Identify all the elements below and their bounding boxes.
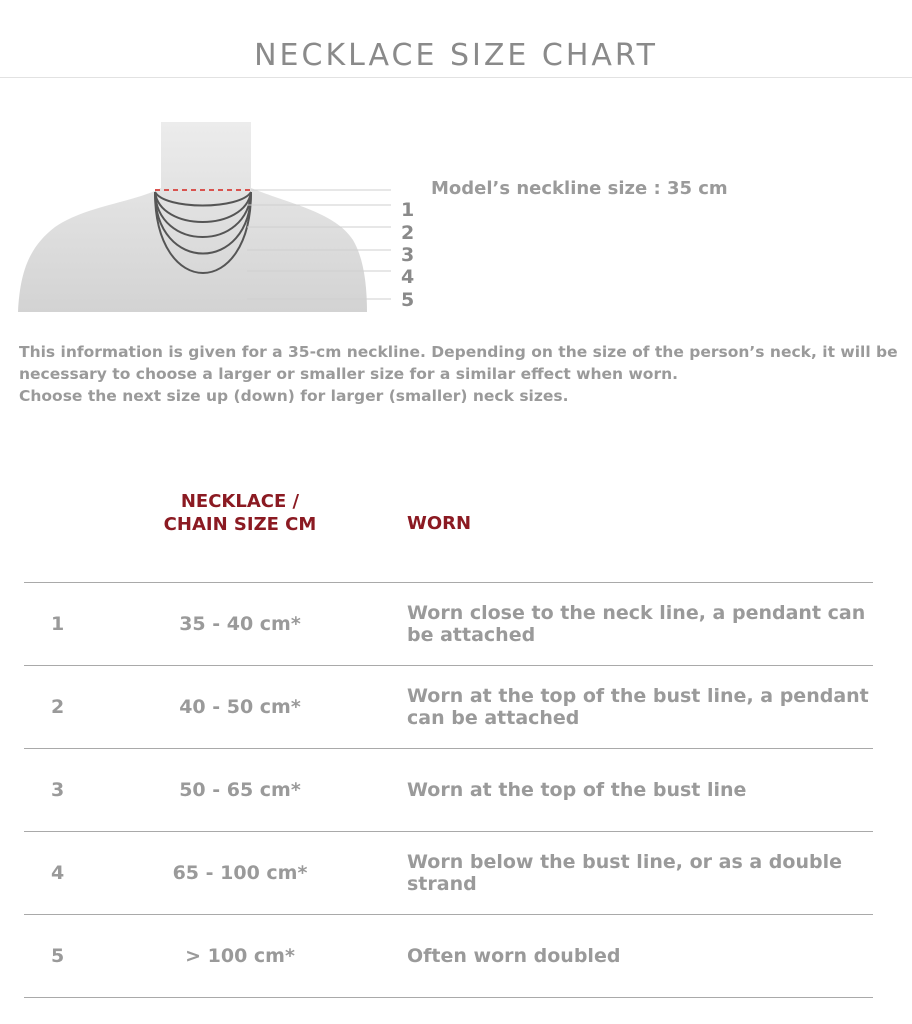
row-number: 4	[51, 862, 65, 884]
row-number: 3	[51, 779, 65, 801]
row-size: 35 - 40 cm*	[179, 613, 301, 635]
row-number: 1	[51, 613, 65, 635]
row-size: > 100 cm*	[185, 945, 295, 967]
row-size: 40 - 50 cm*	[179, 696, 301, 718]
page-title: NECKLACE SIZE CHART	[254, 38, 658, 74]
level-label-4: 4	[401, 266, 415, 288]
level-label-1: 1	[401, 199, 415, 221]
row-worn: Worn at the top of the bust line, a pendant can be attached	[407, 685, 869, 729]
level-label-2: 2	[401, 222, 415, 244]
size-header-line-2: CHAIN SIZE CM	[163, 514, 317, 535]
level-label-3: 3	[401, 244, 415, 266]
worn-column-header: WORN	[407, 513, 472, 534]
level-label-5: 5	[401, 289, 415, 311]
size-header-line-1: NECKLACE /	[180, 491, 300, 512]
necklace-illustration	[15, 122, 425, 317]
row-worn: Worn at the top of the bust line	[407, 779, 747, 801]
table-row	[24, 665, 873, 748]
intro-line-3: Choose the next size up (down) for larger (smaller) neck sizes.	[19, 387, 569, 405]
table-row	[24, 582, 873, 665]
neckline-caption: Model’s neckline size : 35 cm	[431, 178, 728, 199]
row-size: 65 - 100 cm*	[172, 862, 308, 884]
size-column-header	[150, 490, 330, 536]
row-number: 5	[51, 945, 65, 967]
intro-line-2: necessary to choose a larger or smaller size for a similar effect when worn.	[19, 365, 679, 383]
table-row	[24, 748, 873, 831]
row-size: 50 - 65 cm*	[179, 779, 301, 801]
row-worn: Worn close to the neck line, a pendant can be attached	[407, 602, 866, 646]
size-table	[24, 582, 873, 998]
intro-line-1: This information is given for a 35-cm neckline. Depending on the size of the person’s neck, it will be	[19, 343, 898, 361]
row-number: 2	[51, 696, 65, 718]
row-worn: Worn below the bust line, or as a double strand	[407, 851, 842, 895]
intro-text	[19, 341, 899, 407]
title-divider	[0, 77, 912, 78]
table-row	[24, 914, 873, 998]
row-worn: Often worn doubled	[407, 945, 621, 967]
table-row	[24, 831, 873, 914]
silhouette-shape	[18, 122, 367, 312]
